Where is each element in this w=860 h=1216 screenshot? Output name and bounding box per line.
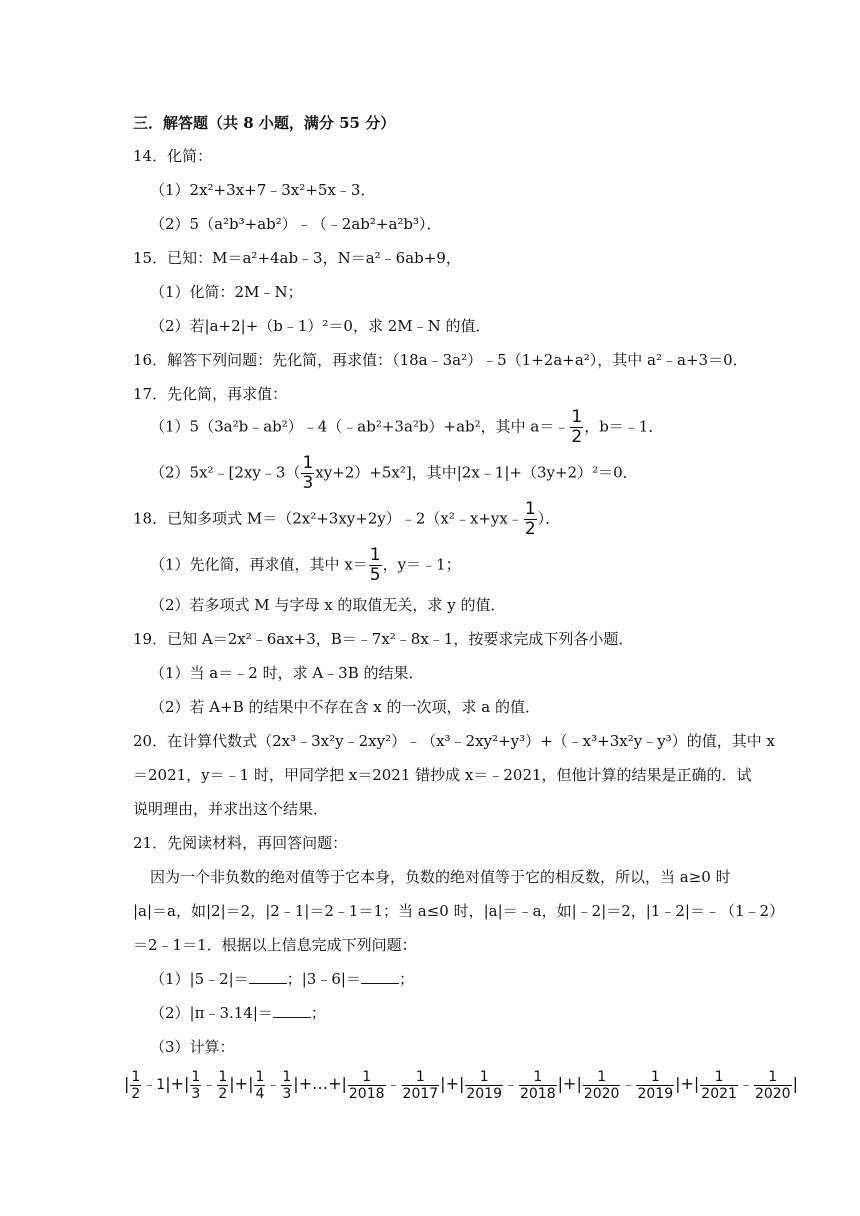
q21-part2 bbox=[150, 1003, 326, 1023]
fraction-numerator: 1 bbox=[131, 1068, 141, 1085]
fraction-denominator: 2018 bbox=[348, 1085, 385, 1102]
fraction-denominator: 3 bbox=[282, 1085, 292, 1102]
fraction-numerator: 1 bbox=[465, 1069, 503, 1086]
fraction-numerator: 1 bbox=[754, 1069, 792, 1086]
answer-blank[interactable] bbox=[273, 1003, 311, 1018]
q21-part2-text-a: （2）|π﹣3.14|＝ bbox=[150, 1004, 273, 1022]
q19-stem: 19．已知 A＝2x²﹣6ax+3，B＝﹣7x²﹣8x﹣1，按要求完成下列各小题． bbox=[133, 630, 634, 648]
fraction bbox=[524, 500, 537, 539]
q16-stem: 16．解答下列问题：先化简，再求值：（18a﹣3a²）﹣5（1+2a+a²），其中 a²﹣a+3＝0． bbox=[133, 351, 748, 369]
abs-bar: | bbox=[792, 1074, 798, 1093]
q20-line1: 20．在计算代数式（2x³﹣3x²y﹣2xy²）﹣（x³﹣2xy²+y³）+（﹣x³+3x²y﹣y³）的值，其中 x bbox=[133, 732, 775, 750]
fraction-denominator: 3 bbox=[302, 473, 314, 493]
q17-part2-text-b: xy+2）+5x²]，其中|2x﹣1|+（3y+2）²＝0． bbox=[315, 463, 638, 482]
q20-line2: ＝2021，y＝﹣1 时，甲同学把 x＝2021 错抄成 x＝﹣2021，但他计算的结果是正确的．试 bbox=[133, 766, 752, 784]
fraction-numerator: 1 bbox=[700, 1069, 738, 1086]
q15-part2: （2）若|a+2|+（b﹣1）²＝0，求 2M﹣N 的值． bbox=[150, 317, 491, 335]
fraction-numerator: 1 bbox=[524, 499, 536, 519]
q17-stem: 17．先化简，再求值： bbox=[133, 385, 288, 403]
q19-part1: （1）当 a＝﹣2 时，求 A﹣3B 的结果． bbox=[150, 664, 424, 682]
q17-part2 bbox=[150, 454, 638, 493]
q15-part1: （1）化简：2M﹣N； bbox=[150, 283, 303, 301]
fraction-denominator: 2 bbox=[571, 427, 583, 447]
fraction-denominator: 5 bbox=[369, 565, 381, 585]
q14-part1: （1）2x²+3x+7﹣3x²+5x﹣3． bbox=[150, 181, 376, 199]
fraction-denominator: 2 bbox=[218, 1085, 228, 1102]
q18-part1-text-b: ，y＝﹣1； bbox=[382, 555, 461, 574]
q21-part1 bbox=[150, 969, 414, 989]
q18-stem-text-a: 18．已知多项式 M＝（2x²+3xy+2y）﹣2（x²﹣x+yx﹣ bbox=[133, 509, 523, 528]
q17-part1-text-b: ，b＝﹣1． bbox=[584, 417, 664, 436]
q21-stem: 21．先阅读材料，再回答问题： bbox=[133, 834, 348, 852]
q21-material-line3: ＝2﹣1＝1．根据以上信息完成下列问题： bbox=[133, 936, 417, 954]
q15-stem: 15．已知：M＝a²+4ab﹣3，N＝a²﹣6ab+9， bbox=[133, 249, 461, 267]
q21-part1-text-b: ；|3﹣6|＝ bbox=[286, 970, 361, 988]
fraction-numerator: 1 bbox=[583, 1069, 621, 1086]
q18-part1 bbox=[150, 546, 461, 585]
fraction bbox=[465, 1069, 503, 1102]
abs-bar: |+| bbox=[557, 1074, 582, 1093]
q21-part3: （3）计算： bbox=[150, 1038, 235, 1056]
fraction bbox=[301, 454, 314, 493]
fraction-numerator: 1 bbox=[348, 1069, 386, 1086]
fraction-denominator: 2 bbox=[131, 1085, 141, 1102]
fraction-numerator: 1 bbox=[636, 1069, 674, 1086]
fraction-denominator: 2019 bbox=[466, 1085, 502, 1102]
q18-part1-text-a: （1）先化简，再求值，其中 x＝ bbox=[150, 555, 368, 574]
fraction bbox=[348, 1069, 386, 1102]
abs-bar: |+| bbox=[440, 1074, 465, 1093]
q21-part1-text-a: （1）|5﹣2|＝ bbox=[150, 970, 249, 988]
fraction bbox=[217, 1069, 228, 1102]
fraction-denominator: 2019 bbox=[637, 1085, 674, 1102]
fraction bbox=[254, 1069, 265, 1102]
q21-material-line2: |a|＝a，如|2|＝2，|2﹣1|＝2﹣1＝1；当 a≤0 时，|a|＝﹣a，如|﹣2|＝2，|1﹣2|＝﹣（1﹣2） bbox=[133, 902, 785, 920]
q19-part2: （2）若 A+B 的结果中不存在含 x 的一次项，求 a 的值． bbox=[150, 698, 540, 716]
fraction bbox=[519, 1069, 557, 1102]
fraction-numerator: 1 bbox=[218, 1068, 228, 1085]
fraction bbox=[281, 1069, 292, 1102]
fraction-denominator: 2020 bbox=[583, 1085, 620, 1102]
fraction-denominator: 2021 bbox=[701, 1085, 737, 1102]
q14-part2: （2）5（a²b³+ab²）﹣（﹣2ab²+a²b³）． bbox=[150, 215, 442, 233]
q14-stem: 14．化简： bbox=[133, 147, 213, 165]
q20-line3: 说明理由，并求出这个结果． bbox=[133, 800, 329, 818]
q21-material-line1: 因为一个非负数的绝对值等于它本身，负数的绝对值等于它的相反数，所以，当 a≥0 时 bbox=[150, 868, 731, 886]
q18-stem-text-b: ）． bbox=[537, 509, 561, 528]
q21-sum-expression: | $\frac{1}{2}$ ﹣1|+| $\frac{1}{3}$ ﹣ $\frac{1}{2}$ |+| $\frac{1}{4}$ ﹣ $\frac{1}{3}$ |+…+| $\frac{1}{2018}$ ﹣ $\frac{1}{2017}$ |+| $\frac{1}{2019}$ ﹣ $\frac{1}{2018}$ |+| $\frac{1}{2020}$ ﹣ $\frac{1}{2019}$ |+| $\frac{1}{2021}$ ﹣ $\frac{1}{2020}$ | bbox=[124, 1068, 798, 1102]
fraction-numerator: 1 bbox=[571, 407, 583, 427]
q18-part2: （2）若多项式 M 与字母 x 的取值无关，求 y 的值． bbox=[150, 596, 506, 614]
fraction bbox=[636, 1069, 674, 1102]
fraction-numerator: 1 bbox=[402, 1069, 440, 1086]
answer-blank[interactable] bbox=[361, 969, 399, 984]
fraction-denominator: 2020 bbox=[754, 1085, 791, 1102]
fraction bbox=[754, 1069, 792, 1102]
abs-bar: |+| bbox=[165, 1074, 190, 1093]
fraction-numerator: 1 bbox=[191, 1068, 201, 1085]
fraction bbox=[130, 1069, 141, 1102]
fraction-denominator: 2 bbox=[524, 519, 536, 539]
q17-part1 bbox=[150, 408, 663, 447]
fraction bbox=[369, 546, 382, 585]
fraction bbox=[190, 1069, 201, 1102]
q17-part2-text-a: （2）5x²﹣[2xy﹣3（ bbox=[150, 463, 301, 482]
q21-part1-text-c: ； bbox=[398, 970, 414, 988]
abs-bar: |+| bbox=[229, 1074, 254, 1093]
fraction bbox=[700, 1069, 738, 1102]
fraction-denominator: 4 bbox=[255, 1085, 265, 1102]
fraction-denominator: 2018 bbox=[520, 1085, 556, 1102]
expr-dots: |+…+| bbox=[293, 1074, 347, 1093]
fraction-denominator: 3 bbox=[191, 1085, 201, 1102]
q18-stem bbox=[133, 500, 560, 539]
fraction-numerator: 1 bbox=[255, 1068, 265, 1085]
q17-part1-text-a: （1）5（3a²b﹣ab²）﹣4（﹣ab²+3a²b）+ab²，其中 a＝﹣ bbox=[150, 417, 570, 436]
fraction bbox=[570, 408, 583, 447]
fraction-numerator: 1 bbox=[302, 453, 314, 473]
abs-bar: | bbox=[124, 1074, 130, 1093]
expr-text: ﹣1 bbox=[142, 1077, 166, 1093]
fraction bbox=[402, 1069, 440, 1102]
fraction-numerator: 1 bbox=[282, 1068, 292, 1085]
fraction-denominator: 2017 bbox=[402, 1085, 439, 1102]
abs-bar: |+| bbox=[675, 1074, 700, 1093]
fraction-numerator: 1 bbox=[519, 1069, 557, 1086]
answer-blank[interactable] bbox=[249, 969, 287, 984]
fraction bbox=[583, 1069, 621, 1102]
fraction-numerator: 1 bbox=[369, 545, 381, 565]
q21-part2-text-b: ； bbox=[310, 1004, 326, 1022]
section-title: 三．解答题（共 8 小题，满分 55 分） bbox=[133, 114, 396, 132]
